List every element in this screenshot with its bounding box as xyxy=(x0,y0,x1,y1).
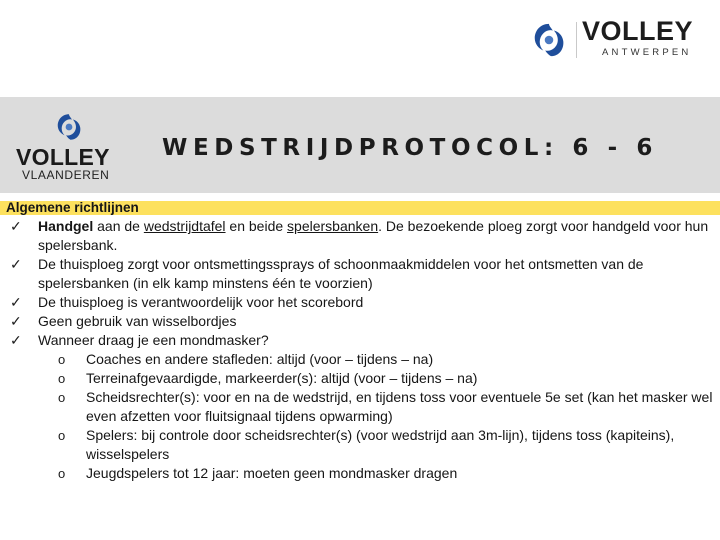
list-item xyxy=(0,331,720,483)
page-title: WEDSTRIJDPROTOCOL: 6 - 6 xyxy=(162,135,658,161)
list-item xyxy=(0,350,720,369)
section-heading: Algemene richtlijnen xyxy=(6,200,139,215)
volley-vlaanderen-logo xyxy=(14,111,124,183)
logo-divider xyxy=(576,22,577,58)
rule-text: Wanneer draag je een mondmasker? xyxy=(38,332,269,348)
mask-rule-text: Coaches en andere stafleden: altijd (voor – tijdens – na) xyxy=(86,351,434,367)
check-icon: ✓ xyxy=(10,313,22,329)
rule-text: en beide xyxy=(225,218,288,234)
list-item xyxy=(0,388,720,426)
header-band xyxy=(0,97,720,193)
list-item xyxy=(0,369,720,388)
circle-bullet-icon: o xyxy=(58,352,66,367)
rule-text: aan de xyxy=(93,218,144,234)
circle-bullet-icon: o xyxy=(58,371,66,386)
circle-bullet-icon: o xyxy=(58,466,66,481)
list-item xyxy=(0,464,720,483)
check-icon: ✓ xyxy=(10,332,22,348)
rule-text: De thuisploeg is verantwoordelijk voor het scorebord xyxy=(38,294,364,310)
list-item xyxy=(0,312,720,331)
check-icon: ✓ xyxy=(10,294,22,310)
underlined-term: spelersbanken xyxy=(287,218,379,234)
circle-bullet-icon: o xyxy=(58,428,66,443)
list-item xyxy=(0,255,720,293)
check-icon: ✓ xyxy=(10,218,22,234)
mask-rule-text: Terreinafgevaardigde, markeerder(s): altijd (voor – tijdens – na) xyxy=(86,370,478,386)
rules-list xyxy=(0,217,720,483)
mask-rule-text: Spelers: bij controle door scheidsrechter(s) (voor wedstrijd aan 3m-lijn), tijdens toss (kapiteins), wisselspelers xyxy=(86,427,675,462)
underlined-term: wedstrijdtafel xyxy=(143,218,226,234)
mask-rule-text: Jeugdspelers tot 12 jaar: moeten geen mondmasker dragen xyxy=(86,465,458,481)
volleyball-swirl-icon xyxy=(54,111,84,143)
check-icon: ✓ xyxy=(10,256,22,272)
mask-rule-text: Scheidsrechter(s): voor en na de wedstrijd, en tijdens toss voor eventuele 5e set (kan het masker wel even afzetten voor fluitsignaal tijdens opwarming) xyxy=(86,389,713,424)
rule-text: . De bezoekende ploeg zorgt voor handgeld voor hun spelersbank. xyxy=(38,218,709,253)
protocol-document xyxy=(0,201,720,483)
brand-name: VOLLEY xyxy=(582,16,694,46)
volleyball-swirl-icon xyxy=(530,20,568,60)
logo-name: VOLLEY xyxy=(16,144,110,170)
rule-text: De thuisploeg zorgt voor ontsmettingssprays of schoonmaakmiddelen voor het ontsmetten van de spelersbanken (in elk kamp minstens één te voorzien) xyxy=(38,256,644,291)
list-item xyxy=(0,293,720,312)
rule-text: Geen gebruik van wisselbordjes xyxy=(38,313,237,329)
logo-region: VLAANDEREN xyxy=(22,168,110,182)
mask-rules-list xyxy=(0,350,720,483)
circle-bullet-icon: o xyxy=(58,390,66,405)
list-item xyxy=(0,426,720,464)
rule-keyword: Handgel xyxy=(38,218,94,234)
list-item xyxy=(0,217,720,255)
volley-antwerpen-logo xyxy=(530,18,710,62)
brand-region: ANTWERPEN xyxy=(602,47,692,58)
